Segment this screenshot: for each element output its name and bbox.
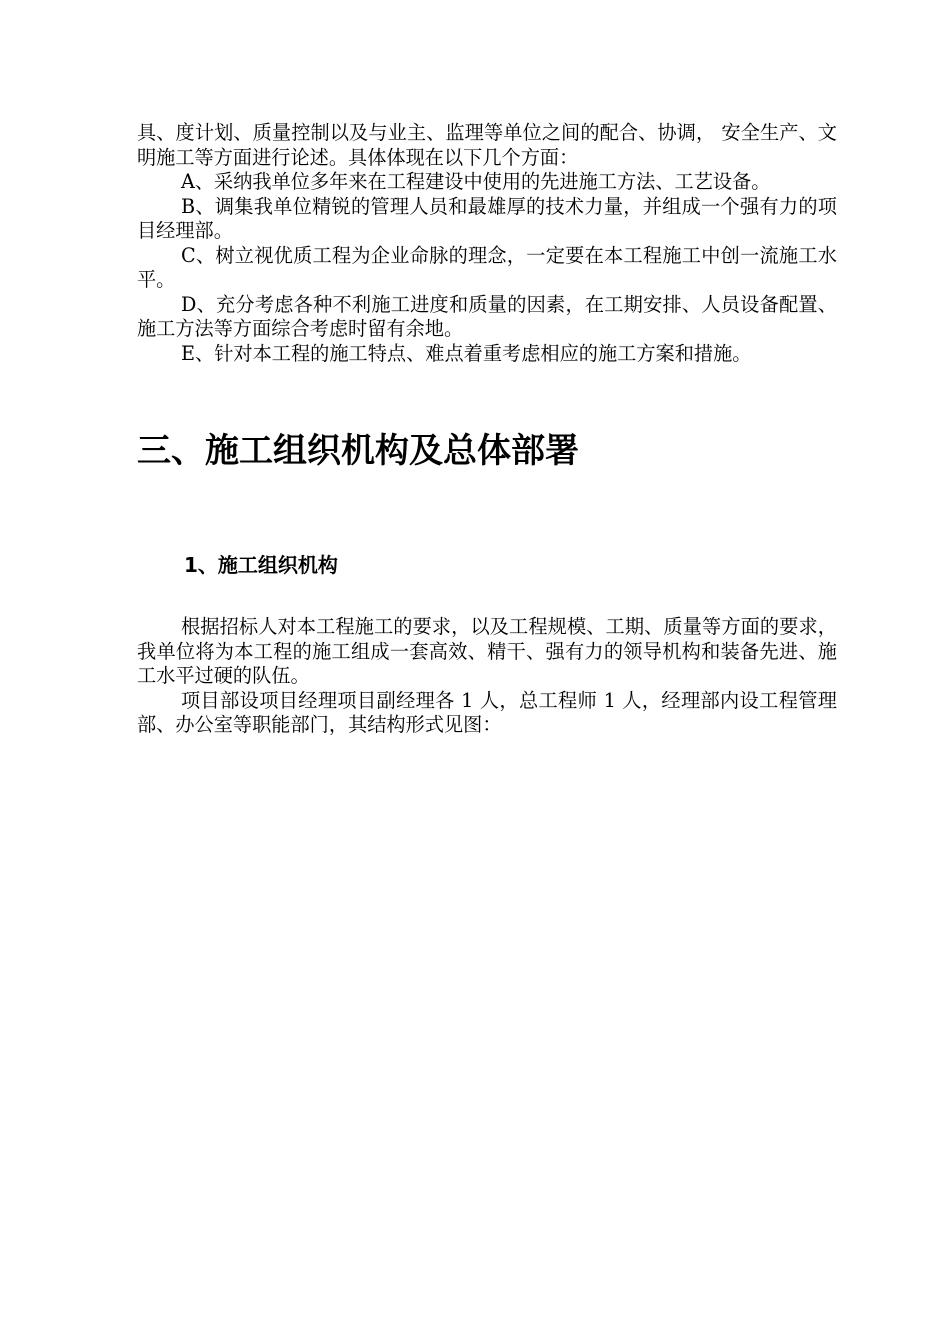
intro-block <box>137 121 837 366</box>
list-item-a: A、采纳我单位多年来在工程建设中使用的先进施工方法、工艺设备。 <box>181 170 771 193</box>
list-item-b: B、调集我单位精锐的管理人员和最雄厚的技术力量，并组成一个强有力的项目经理部。 <box>137 194 837 242</box>
body-paragraph-2: 项目部设项目经理项目副经理各 1 人，总工程师 1 人，经理部内设工程管理部、办公室等职能部门，其结构形式见图： <box>137 688 837 736</box>
subsection-body <box>137 615 837 738</box>
list-item-d: D、充分考虑各种不利施工进度和质量的因素，在工期安排、人员设备配置、施工方法等方面综合考虑时留有余地。 <box>137 292 837 340</box>
list-item-c: C、树立视优质工程为企业命脉的理念，一定要在本工程施工中创一流施工水平。 <box>137 243 837 291</box>
list-item-e: E、针对本工程的施工特点、难点着重考虑相应的施工方案和措施。 <box>181 341 752 365</box>
intro-paragraph: 具、度计划、质量控制以及与业主、监理等单位之间的配合、协调， 安全生产、文明施工等方面进行论述。具体体现在以下几个方面： <box>137 121 837 169</box>
subsection-heading: 1、施工组织机构 <box>184 553 338 577</box>
section-heading: 三、施工组织机构及总体部署 <box>137 431 579 471</box>
body-paragraph-1: 根据招标人对本工程施工的要求，以及工程规模、工期、质量等方面的要求，我单位将为本工程的施工组成一套高效、精干、强有力的领导机构和装备先进、施工水平过硬的队伍。 <box>137 615 837 687</box>
